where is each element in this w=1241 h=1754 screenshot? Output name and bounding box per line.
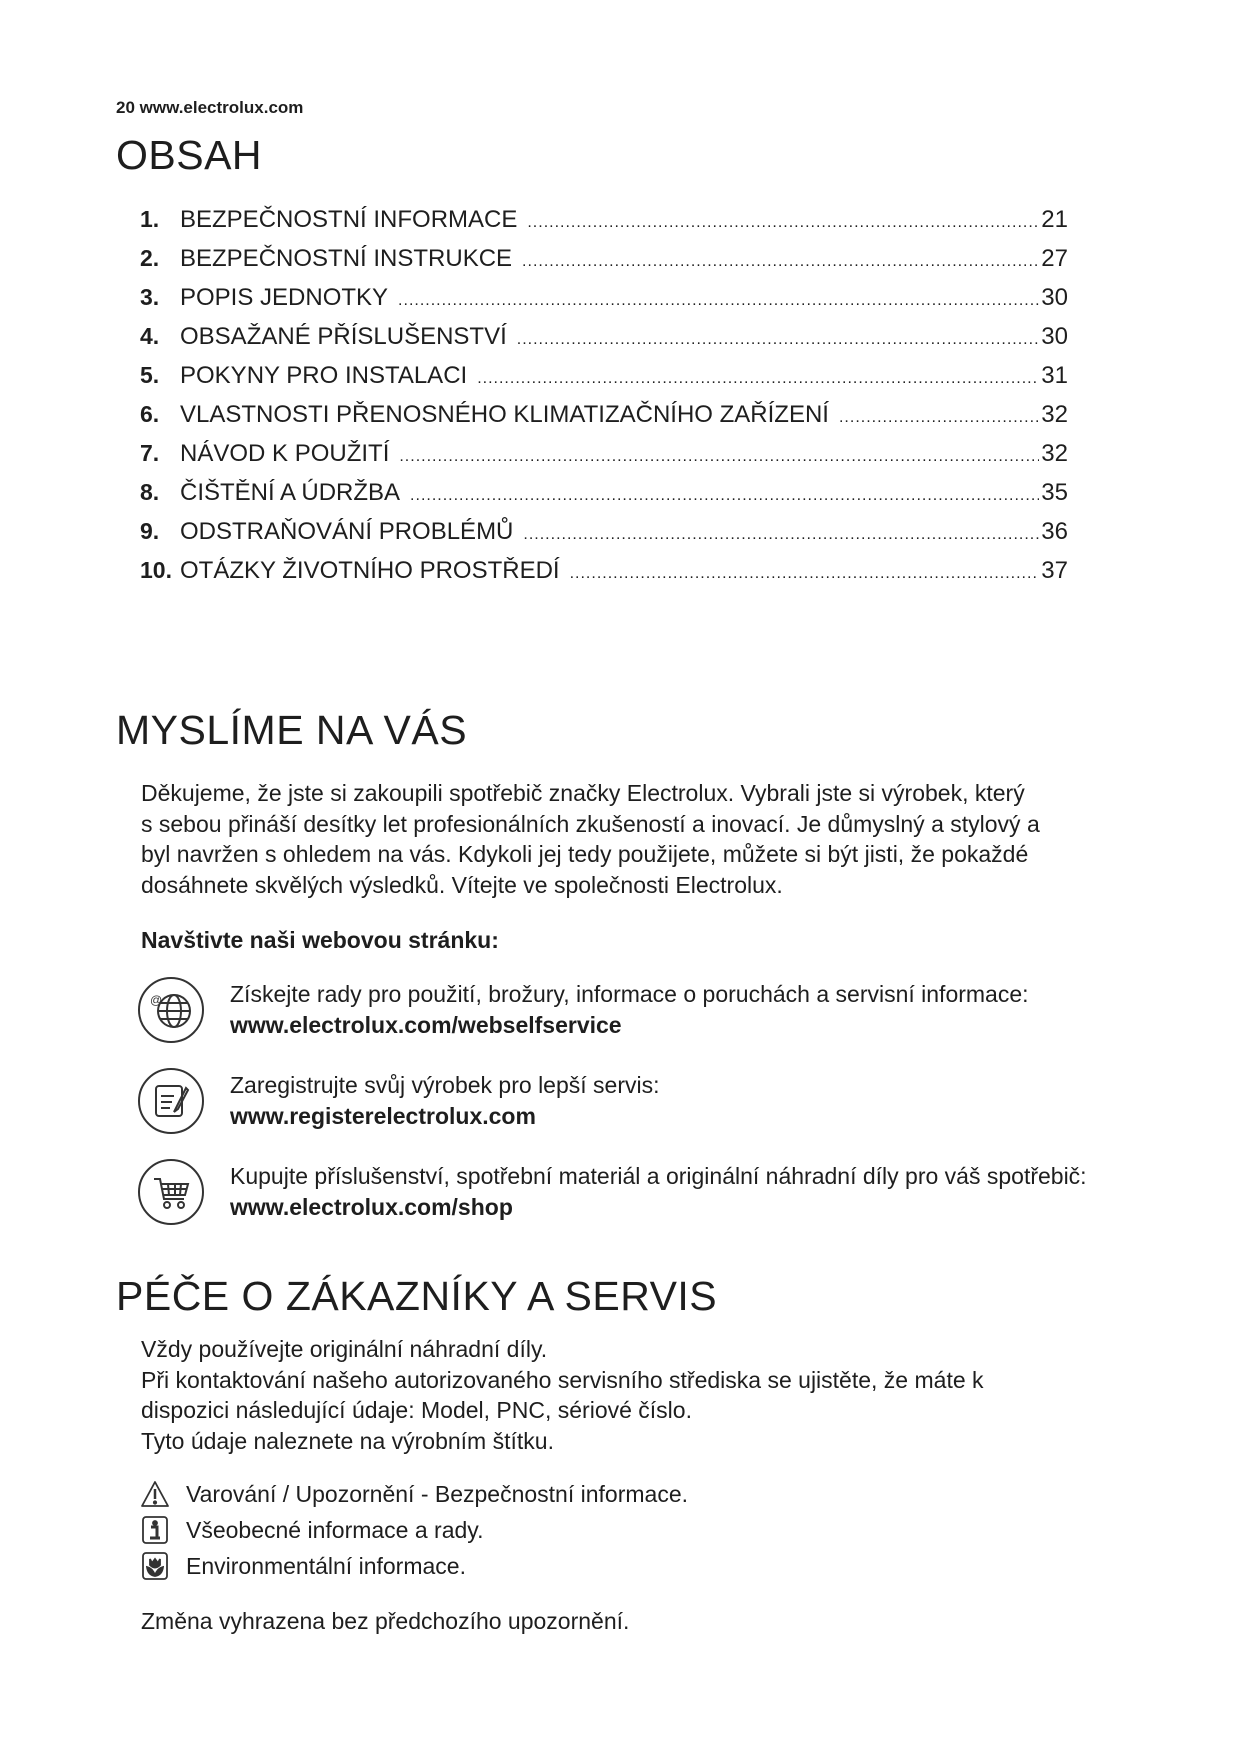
toc-item[interactable] [140, 245, 1068, 284]
toc-page: 30 [1041, 284, 1068, 311]
toc-item[interactable] [140, 401, 1068, 440]
register-link[interactable]: www.registerelectrolux.com [230, 1103, 536, 1129]
toc-item[interactable] [140, 206, 1068, 245]
service-heading: PÉČE O ZÁKAZNÍKY A SERVIS [116, 1273, 718, 1319]
toc-title: NÁVOD K POUŽITÍ [180, 440, 390, 467]
svg-text:@: @ [150, 993, 163, 1007]
toc-page: 35 [1041, 479, 1068, 506]
toc-title: OBSAŽANÉ PŘÍSLUŠENSTVÍ [180, 323, 507, 350]
symbol-text: Varování / Upozornění - Bezpečnostní informace. [186, 1480, 689, 1507]
service-line: Tyto údaje naleznete na výrobním štítku. [141, 1427, 554, 1454]
header-site: www.electrolux.com [139, 98, 304, 117]
globe-icon [138, 977, 204, 1043]
webselfservice-link[interactable]: www.electrolux.com/webselfservice [230, 1012, 622, 1038]
toc-number: 9. [140, 518, 160, 544]
toc-number: 10. [140, 557, 172, 583]
toc-leader-dots [398, 292, 1039, 310]
toc-page: 36 [1041, 518, 1068, 545]
thinking-heading: MYSLÍME NA VÁS [116, 707, 468, 753]
register-row [138, 1068, 1138, 1148]
intro-line: byl navržen s ohledem na vás. Kdykoli jej tedy použijete, můžete si být jisti, že pokaždé [141, 841, 1029, 867]
toc-number: 5. [140, 362, 160, 388]
toc-title: POKYNY PRO INSTALACI [180, 362, 468, 389]
symbol-environment [138, 1548, 466, 1584]
service-line: Vždy používejte originální náhradní díly. [141, 1336, 548, 1362]
toc-leader-dots [527, 214, 1039, 232]
page-number: 20 [116, 98, 135, 117]
intro-paragraph [141, 778, 1141, 900]
toc-number: 3. [140, 284, 160, 310]
toc-page: 32 [1041, 401, 1068, 428]
toc-page: 21 [1041, 206, 1068, 233]
toc-title: ČIŠTĚNÍ A ÚDRŽBA [180, 479, 401, 506]
service-paragraph [141, 1334, 1141, 1456]
toc-number: 2. [140, 245, 160, 271]
info-icon [138, 1515, 172, 1545]
toc-page: 31 [1041, 362, 1068, 389]
webselfservice-row [138, 977, 1138, 1057]
toc-number: 4. [140, 323, 160, 349]
toc-leader-dots [839, 409, 1039, 427]
toc-title: BEZPEČNOSTNÍ INSTRUKCE [180, 245, 513, 272]
toc-item[interactable] [140, 479, 1068, 518]
shopping-cart-icon [138, 1159, 204, 1225]
toc-leader-dots [522, 253, 1039, 271]
toc-item[interactable] [140, 362, 1068, 401]
shop-row [138, 1159, 1138, 1239]
register-form-icon [138, 1068, 204, 1134]
toc-item[interactable] [140, 284, 1068, 323]
table-of-contents [140, 206, 1068, 596]
toc-title: BEZPEČNOSTNÍ INFORMACE [180, 206, 518, 233]
service-line: Při kontaktování našeho autorizovaného servisního střediska se ujistěte, že máte k [141, 1366, 984, 1393]
toc-heading: OBSAH [116, 132, 263, 178]
toc-item[interactable] [140, 518, 1068, 557]
toc-title: OTÁZKY ŽIVOTNÍHO PROSTŘEDÍ [180, 557, 560, 584]
intro-line: dosáhnete skvělých výsledků. Vítejte ve společnosti Electrolux. [141, 871, 783, 898]
symbol-text: Všeobecné informace a rady. [186, 1516, 484, 1543]
service-line: dispozici následující údaje: Model, PNC, sériové číslo. [141, 1397, 692, 1423]
toc-page: 27 [1041, 245, 1068, 272]
symbol-info [138, 1512, 483, 1548]
toc-item[interactable] [140, 557, 1068, 596]
link-description: Zaregistrujte svůj výrobek pro lepší servis: [230, 1072, 660, 1098]
symbol-warning [138, 1476, 688, 1512]
page-header [116, 98, 303, 118]
toc-title: ODSTRAŇOVÁNÍ PROBLÉMŮ [180, 518, 514, 545]
toc-page: 32 [1041, 440, 1068, 467]
intro-line: s sebou přináší desítky let profesionálních zkušeností a inovací. Je důmyslný a stylový a [141, 810, 1040, 837]
toc-item[interactable] [140, 323, 1068, 362]
toc-item[interactable] [140, 440, 1068, 479]
toc-leader-dots [477, 370, 1039, 388]
link-description: Kupujte příslušenství, spotřební materiál a originální náhradní díly pro váš spotřebič: [230, 1163, 1087, 1189]
toc-title: VLASTNOSTI PŘENOSNÉHO KLIMATIZAČNÍHO ZAŘÍZENÍ [180, 401, 829, 428]
toc-leader-dots [517, 331, 1040, 349]
toc-leader-dots [399, 448, 1039, 466]
toc-leader-dots [523, 526, 1039, 544]
link-description: Získejte rady pro použití, brožury, informace o poruchách a servisní informace: [230, 981, 1029, 1007]
toc-number: 8. [140, 479, 160, 505]
intro-line: Děkujeme, že jste si zakoupili spotřebič značky Electrolux. Vybrali jste si výrobek, který [141, 780, 1025, 806]
toc-leader-dots [570, 565, 1040, 583]
toc-page: 30 [1041, 323, 1068, 350]
toc-number: 6. [140, 401, 160, 427]
toc-number: 7. [140, 440, 160, 466]
toc-title: POPIS JEDNOTKY [180, 284, 389, 311]
symbol-text: Environmentální informace. [186, 1552, 466, 1579]
toc-number: 1. [140, 206, 160, 232]
warning-icon [138, 1479, 172, 1509]
shop-link[interactable]: www.electrolux.com/shop [230, 1194, 513, 1220]
toc-page: 37 [1041, 557, 1068, 584]
toc-leader-dots [410, 487, 1039, 505]
visit-label: Navštivte naši webovou stránku: [141, 927, 499, 953]
environment-icon [138, 1551, 172, 1581]
change-notice: Změna vyhrazena bez předchozího upozornění. [141, 1608, 630, 1634]
